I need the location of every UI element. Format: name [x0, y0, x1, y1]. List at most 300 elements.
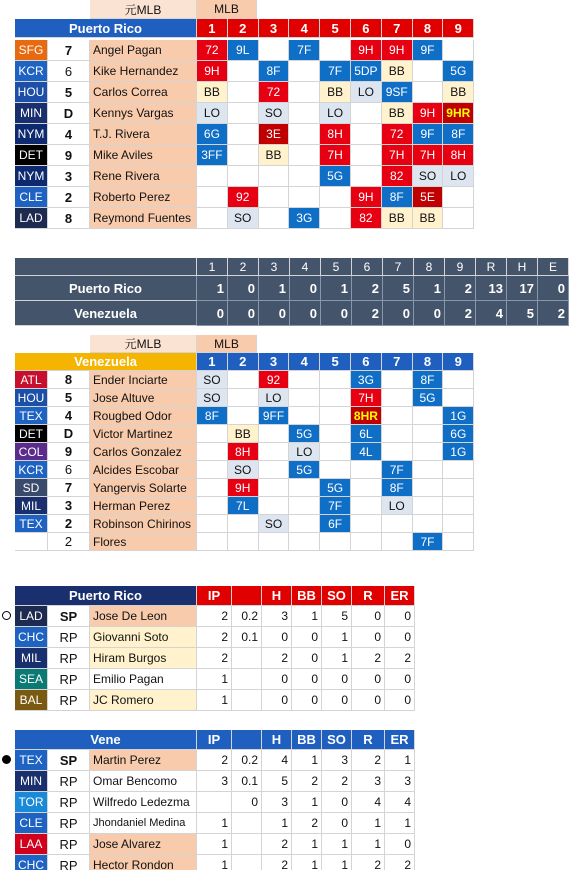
scoreboard-header-2: 2 [228, 258, 259, 276]
pitching-header-so: SO [322, 586, 352, 606]
at-bat-result: 5G [289, 425, 320, 443]
player-name: Flores [90, 533, 197, 551]
scoreboard-value: 4 [476, 301, 507, 326]
team-badge: ATL [15, 371, 48, 389]
at-bat-result [228, 389, 259, 407]
scoreboard-value: 2 [352, 301, 383, 326]
pitcher-name: Jhondaniel Medina [90, 813, 197, 834]
pitching-stat: 0 [232, 792, 262, 813]
player-name: Kennys Vargas [90, 103, 197, 124]
team-badge: CHC [15, 855, 48, 870]
pitching-stat: 0 [385, 627, 415, 648]
pitching-stat: 4 [262, 750, 292, 771]
pitcher-row [0, 834, 570, 855]
pitching-stat: 0 [385, 606, 415, 627]
pitching-stat: 1 [322, 855, 352, 870]
batter-row [0, 82, 570, 103]
scoreboard-header-r: R [476, 258, 507, 276]
batter-row [0, 145, 570, 166]
team-badge: TEX [15, 750, 48, 771]
at-bat-result [382, 533, 413, 551]
pitching-stat: 2 [197, 627, 232, 648]
player-name: Robinson Chirinos [90, 515, 197, 533]
pitching-stat: 0 [262, 690, 292, 711]
batting-order-position: 6 [48, 461, 90, 479]
at-bat-result [228, 407, 259, 425]
at-bat-result: 9F [413, 40, 444, 61]
team-badge: CLE [15, 813, 48, 834]
batting-order-position: 3 [48, 497, 90, 515]
at-bat-result [351, 515, 382, 533]
batting-order-position: 9 [48, 145, 90, 166]
pitcher-role: RP [48, 669, 90, 690]
batting-order-position: 4 [48, 124, 90, 145]
at-bat-result [351, 103, 382, 124]
team-title: Puerto Rico [15, 19, 197, 38]
player-name: Carlos Gonzalez [90, 443, 197, 461]
at-bat-result: BB [382, 103, 413, 124]
team-title: Venezuela [15, 353, 197, 371]
at-bat-result [413, 61, 444, 82]
pitching-stat: 0 [385, 690, 415, 711]
at-bat-result: 8HR [351, 407, 382, 425]
at-bat-result [228, 166, 259, 187]
team-badge: BAL [15, 690, 48, 711]
at-bat-result: 7F [320, 497, 351, 515]
batter-row [0, 497, 570, 515]
at-bat-result [443, 479, 474, 497]
at-bat-result: 9H [228, 479, 259, 497]
at-bat-result: 92 [228, 187, 259, 208]
pitching-stat: 1 [385, 813, 415, 834]
at-bat-result [289, 533, 320, 551]
at-bat-result [351, 145, 382, 166]
at-bat-result: LO [351, 82, 382, 103]
scoreboard-header-3: 3 [259, 258, 290, 276]
scoreboard-value: 1 [414, 276, 445, 301]
pitching-header-ip: IP [197, 586, 232, 606]
at-bat-result: 7H [320, 145, 351, 166]
batter-row [0, 407, 570, 425]
pitching-stat: 0 [262, 669, 292, 690]
scoreboard-value: 5 [383, 276, 414, 301]
inning-header-1: 1 [197, 19, 228, 38]
at-bat-result [228, 61, 259, 82]
batter-row [0, 479, 570, 497]
batting-order-position: 2 [48, 515, 90, 533]
team-badge: LAD [15, 606, 48, 627]
pitching-stat: 5 [262, 771, 292, 792]
at-bat-result [289, 187, 320, 208]
at-bat-result: 82 [382, 166, 413, 187]
scoreboard-corner [15, 258, 197, 276]
batter-row [0, 515, 570, 533]
at-bat-result [443, 461, 474, 479]
scoreboard-header-e: E [538, 258, 569, 276]
pitching-stat: 0 [352, 606, 385, 627]
at-bat-result [259, 461, 290, 479]
at-bat-result [413, 425, 444, 443]
pitching-stat: 1 [322, 648, 352, 669]
scoreboard-header-4: 4 [290, 258, 321, 276]
batter-row [0, 461, 570, 479]
at-bat-result [259, 443, 290, 461]
pitching-stat: 2 [352, 648, 385, 669]
mlb-label: MLB [197, 335, 257, 353]
batting-order-position: 8 [48, 208, 90, 229]
pitcher-row [0, 669, 570, 690]
at-bat-result: LO [289, 443, 320, 461]
pitching-header-bb: BB [292, 586, 322, 606]
pitcher-role: RP [48, 690, 90, 711]
at-bat-result: 72 [382, 124, 413, 145]
pitching-stat: 1 [385, 750, 415, 771]
scoreboard-value: 0 [228, 276, 259, 301]
pitching-stat: 1 [197, 834, 232, 855]
pitching-stat: 0 [352, 627, 385, 648]
at-bat-result: SO [197, 389, 228, 407]
pitching-stat: 2 [352, 750, 385, 771]
at-bat-result: 7F [382, 461, 413, 479]
pitching-stat: 2 [292, 771, 322, 792]
at-bat-result [413, 82, 444, 103]
scoreboard-value: 2 [445, 276, 476, 301]
pitching-header-r: R [352, 586, 385, 606]
pitching-header-r: R [352, 730, 385, 750]
at-bat-result: LO [382, 497, 413, 515]
batter-row [0, 389, 570, 407]
scoreboard-value: 0 [321, 301, 352, 326]
batter-row [0, 443, 570, 461]
at-bat-result: BB [382, 61, 413, 82]
home-team-marker [2, 611, 11, 620]
pitching-stat: 0 [322, 813, 352, 834]
batter-row [0, 124, 570, 145]
at-bat-result: 5G [289, 461, 320, 479]
pitching-stat: 0 [352, 690, 385, 711]
batting-order-position: 8 [48, 371, 90, 389]
inning-header-6: 6 [351, 19, 382, 38]
pitching-stat: 0 [292, 669, 322, 690]
at-bat-result: 7H [382, 145, 413, 166]
at-bat-result [320, 208, 351, 229]
at-bat-result [351, 166, 382, 187]
team-badge: KCR [15, 461, 48, 479]
pitcher-name: Giovanni Soto [90, 627, 197, 648]
at-bat-result: BB [320, 82, 351, 103]
scoreboard-value: 5 [507, 301, 538, 326]
pitching-stat: 2 [322, 771, 352, 792]
at-bat-result: 92 [259, 371, 290, 389]
at-bat-result: LO [443, 166, 474, 187]
pitching-header-h: H [262, 730, 292, 750]
pitching-stat: 0 [322, 669, 352, 690]
at-bat-result: 82 [351, 208, 382, 229]
scoreboard-value: 2 [445, 301, 476, 326]
at-bat-result: 8F [259, 61, 290, 82]
at-bat-result: 8F [382, 187, 413, 208]
pitching-stat [232, 813, 262, 834]
scoreboard-header-7: 7 [383, 258, 414, 276]
at-bat-result [259, 208, 290, 229]
pitcher-row [0, 792, 570, 813]
at-bat-result: 5G [443, 61, 474, 82]
team-badge: MIN [15, 771, 48, 792]
pitcher-role: RP [48, 627, 90, 648]
at-bat-result: 1G [443, 443, 474, 461]
team-title: Puerto Rico [15, 586, 197, 606]
pitching-stat: 1 [197, 813, 232, 834]
at-bat-result [259, 187, 290, 208]
batter-row [0, 61, 570, 82]
at-bat-result [228, 82, 259, 103]
at-bat-result: 8H [228, 443, 259, 461]
pitching-stat: 1 [292, 855, 322, 870]
player-name: Carlos Correa [90, 82, 197, 103]
at-bat-result: 6L [351, 425, 382, 443]
pitching-stat: 3 [197, 771, 232, 792]
inning-header-2: 2 [228, 353, 259, 371]
at-bat-result: 8F [443, 124, 474, 145]
at-bat-result: 6G [443, 425, 474, 443]
at-bat-result [320, 389, 351, 407]
scoreboard-value: 0 [414, 301, 445, 326]
pitcher-name: Omar Bencomo [90, 771, 197, 792]
team-badge [15, 533, 48, 551]
at-bat-result [443, 371, 474, 389]
scoreboard-team-name: Puerto Rico [15, 276, 197, 301]
batting-order-position: 5 [48, 82, 90, 103]
inning-header-9: 9 [443, 353, 474, 371]
at-bat-result [413, 497, 444, 515]
pitching-stat: 0 [385, 834, 415, 855]
pitching-header-er: ER [385, 730, 415, 750]
team-badge: CLE [15, 187, 48, 208]
at-bat-result: SO [259, 515, 290, 533]
winning-team-marker [2, 755, 11, 764]
batting-order-position: D [48, 103, 90, 124]
team-badge: TEX [15, 407, 48, 425]
pitching-stat: 2 [262, 648, 292, 669]
pitcher-name: Hiram Burgos [90, 648, 197, 669]
pitcher-role: RP [48, 834, 90, 855]
at-bat-result [351, 461, 382, 479]
at-bat-result [320, 533, 351, 551]
inning-header-2: 2 [228, 19, 259, 38]
pitching-stat [197, 792, 232, 813]
at-bat-result [289, 407, 320, 425]
at-bat-result: 7H [351, 389, 382, 407]
pitching-stat: 3 [262, 606, 292, 627]
inning-header-4: 4 [289, 19, 320, 38]
at-bat-result [228, 103, 259, 124]
at-bat-result: 7F [289, 40, 320, 61]
pitching-header-er: ER [385, 586, 415, 606]
team-badge: CHC [15, 627, 48, 648]
batting-order-position: 3 [48, 166, 90, 187]
batting-order-position: 6 [48, 61, 90, 82]
at-bat-result: 9HR [443, 103, 474, 124]
at-bat-result [289, 124, 320, 145]
at-bat-result: 9H [382, 40, 413, 61]
pitcher-row [0, 855, 570, 870]
at-bat-result: LO [320, 103, 351, 124]
at-bat-result: 3E [259, 124, 290, 145]
pitcher-row [0, 813, 570, 834]
scoreboard-row [0, 276, 570, 301]
team-badge: MIL [15, 648, 48, 669]
team-badge: LAA [15, 834, 48, 855]
at-bat-result: 6F [320, 515, 351, 533]
pitcher-row [0, 771, 570, 792]
scoreboard-value: 0 [228, 301, 259, 326]
pitching-stat: 1 [197, 669, 232, 690]
pitching-stat: 1 [322, 627, 352, 648]
at-bat-result [197, 208, 228, 229]
pitcher-name: Hector Rondon [90, 855, 197, 870]
at-bat-result: 9H [197, 61, 228, 82]
at-bat-result: 5DP [351, 61, 382, 82]
at-bat-result: SO [197, 371, 228, 389]
pitching-stat: 1 [322, 834, 352, 855]
player-name: Yangervis Solarte [90, 479, 197, 497]
at-bat-result [289, 497, 320, 515]
pitching-stat: 2 [385, 855, 415, 870]
scoreboard-value: 0 [383, 301, 414, 326]
at-bat-result [382, 371, 413, 389]
team-badge: HOU [15, 82, 48, 103]
batter-row [0, 425, 570, 443]
scoreboard-value: 2 [352, 276, 383, 301]
pitcher-row [0, 627, 570, 648]
player-name: Reymond Fuentes [90, 208, 197, 229]
team-badge: DET [15, 425, 48, 443]
at-bat-result: 7H [413, 145, 444, 166]
at-bat-result: SO [259, 103, 290, 124]
inning-header-3: 3 [259, 353, 290, 371]
at-bat-result: 72 [259, 82, 290, 103]
team-badge: COL [15, 443, 48, 461]
at-bat-result [320, 443, 351, 461]
at-bat-result: 7F [320, 61, 351, 82]
inning-header-5: 5 [320, 353, 351, 371]
at-bat-result [289, 479, 320, 497]
scoreboard-value: 0 [197, 301, 228, 326]
team-badge: LAD [15, 208, 48, 229]
at-bat-result: 7F [413, 533, 444, 551]
at-bat-result [413, 443, 444, 461]
pitching-stat [232, 648, 262, 669]
batting-order-position: 5 [48, 389, 90, 407]
team-badge: SD [15, 479, 48, 497]
pitching-stat: 2 [197, 750, 232, 771]
at-bat-result [382, 443, 413, 461]
pitcher-name: Emilio Pagan [90, 669, 197, 690]
player-name: Mike Aviles [90, 145, 197, 166]
at-bat-result [289, 103, 320, 124]
pitching-stat: 3 [352, 771, 385, 792]
at-bat-result [443, 208, 474, 229]
player-name: Angel Pagan [90, 40, 197, 61]
at-bat-result: BB [382, 208, 413, 229]
pitching-stat: 2 [385, 648, 415, 669]
at-bat-result: 1G [443, 407, 474, 425]
team-badge: SEA [15, 669, 48, 690]
batting-order-position: 9 [48, 443, 90, 461]
at-bat-result [197, 425, 228, 443]
at-bat-result [197, 533, 228, 551]
at-bat-result: LO [197, 103, 228, 124]
pitching-stat: 1 [292, 834, 322, 855]
at-bat-result [320, 407, 351, 425]
pitching-stat [232, 834, 262, 855]
team-badge: KCR [15, 61, 48, 82]
scoreboard-value: 0 [538, 276, 569, 301]
at-bat-result [320, 371, 351, 389]
team-badge: NYM [15, 124, 48, 145]
at-bat-result: 4L [351, 443, 382, 461]
team-badge: MIL [15, 497, 48, 515]
pitcher-role: RP [48, 855, 90, 870]
at-bat-result [443, 515, 474, 533]
at-bat-result [289, 371, 320, 389]
scoreboard-value: 17 [507, 276, 538, 301]
at-bat-result: 8F [382, 479, 413, 497]
pitching-stat [232, 855, 262, 870]
pitching-stat: 0 [292, 690, 322, 711]
scoreboard-value: 0 [290, 276, 321, 301]
player-name: Alcides Escobar [90, 461, 197, 479]
scoreboard-header-8: 8 [414, 258, 445, 276]
batting-order-position: 7 [48, 479, 90, 497]
pitching-stat: 4 [385, 792, 415, 813]
player-name: Rougbed Odor [90, 407, 197, 425]
at-bat-result: 9SF [382, 82, 413, 103]
batter-row [0, 40, 570, 61]
at-bat-result [289, 145, 320, 166]
inning-header-5: 5 [320, 19, 351, 38]
player-name: T.J. Rivera [90, 124, 197, 145]
pitching-stat: 2 [352, 855, 385, 870]
player-name: Herman Perez [90, 497, 197, 515]
batting-order-position: 2 [48, 187, 90, 208]
at-bat-result [197, 443, 228, 461]
pitching-stat: 0 [262, 627, 292, 648]
at-bat-result [228, 533, 259, 551]
batting-order-position: 7 [48, 40, 90, 61]
scoreboard-value: 1 [321, 276, 352, 301]
inning-header-9: 9 [443, 19, 474, 38]
former-mlb-label: 元MLB [90, 0, 197, 19]
at-bat-result [259, 40, 290, 61]
former-mlb-label: 元MLB [90, 335, 197, 353]
team-title: Vene [15, 730, 197, 750]
pitching-stat: 3 [322, 750, 352, 771]
inning-header-7: 7 [382, 19, 413, 38]
at-bat-result: SO [228, 208, 259, 229]
pitching-header-h: H [262, 586, 292, 606]
at-bat-result [289, 166, 320, 187]
pitcher-role: RP [48, 813, 90, 834]
at-bat-result: LO [259, 389, 290, 407]
at-bat-result [197, 479, 228, 497]
pitcher-row [0, 690, 570, 711]
inning-header-3: 3 [259, 19, 290, 38]
at-bat-result: SO [413, 166, 444, 187]
at-bat-result [197, 461, 228, 479]
player-name: Victor Martinez [90, 425, 197, 443]
inning-header-8: 8 [413, 19, 444, 38]
